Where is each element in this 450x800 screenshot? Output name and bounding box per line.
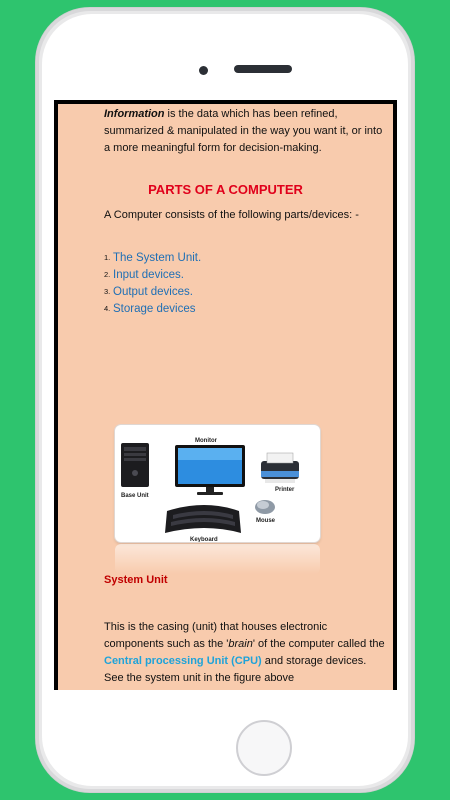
list-number: 1.: [104, 253, 111, 262]
mouse-label: Mouse: [256, 518, 276, 524]
keyboard-icon: [165, 505, 241, 533]
list-number: 3.: [104, 287, 111, 296]
base-unit-label: Base Unit: [121, 493, 149, 499]
cpu-link[interactable]: Central processing Unit (CPU): [104, 655, 262, 667]
mouse-icon: [255, 500, 275, 514]
computer-parts-illustration: [115, 425, 320, 542]
page-heading: PARTS OF A COMPUTER: [148, 182, 303, 197]
body-text: and storage devices. See the system unit in the figure above: [104, 655, 367, 684]
list-label: Storage devices: [113, 302, 196, 315]
list-item: [104, 266, 201, 283]
list-number: 2.: [104, 270, 111, 279]
parts-intro: A Computer consists of the following parts/devices: -: [104, 209, 359, 221]
section-title: System Unit: [104, 574, 168, 586]
front-camera-icon: [199, 66, 208, 75]
home-button[interactable]: [236, 720, 292, 776]
list-item: [104, 249, 201, 266]
screen: [54, 100, 397, 690]
list-label: Output devices.: [113, 285, 193, 298]
earpiece-speaker: [234, 65, 292, 73]
computer-parts-figure: [115, 425, 320, 542]
list-label: Input devices.: [113, 268, 184, 281]
intro-text: is the data which has been refined, summarized & manipulated in the way you want it, or into a more meaningful form for decision-making.: [104, 108, 383, 154]
document-page[interactable]: [58, 104, 393, 690]
brain-word: brain: [228, 638, 253, 650]
list-item: [104, 283, 201, 300]
printer-icon: [261, 453, 299, 483]
list-item: [104, 300, 201, 317]
monitor-label: Monitor: [195, 438, 217, 444]
printer-label: Printer: [275, 487, 295, 493]
parts-list: [104, 249, 201, 317]
base-unit-icon: [121, 443, 149, 487]
list-number: 4.: [104, 304, 111, 313]
list-label: The System Unit.: [113, 251, 202, 264]
intro-term: Information: [104, 108, 165, 120]
system-unit-paragraph: [104, 619, 386, 687]
body-text: This is the casing (unit) that houses electronic components such as the ': [104, 621, 328, 650]
monitor-icon: [175, 445, 245, 495]
keyboard-label: Keyboard: [190, 537, 218, 542]
body-text: ' of the computer called the: [252, 638, 385, 650]
intro-paragraph: [104, 106, 386, 157]
figure-reflection: [115, 544, 320, 574]
